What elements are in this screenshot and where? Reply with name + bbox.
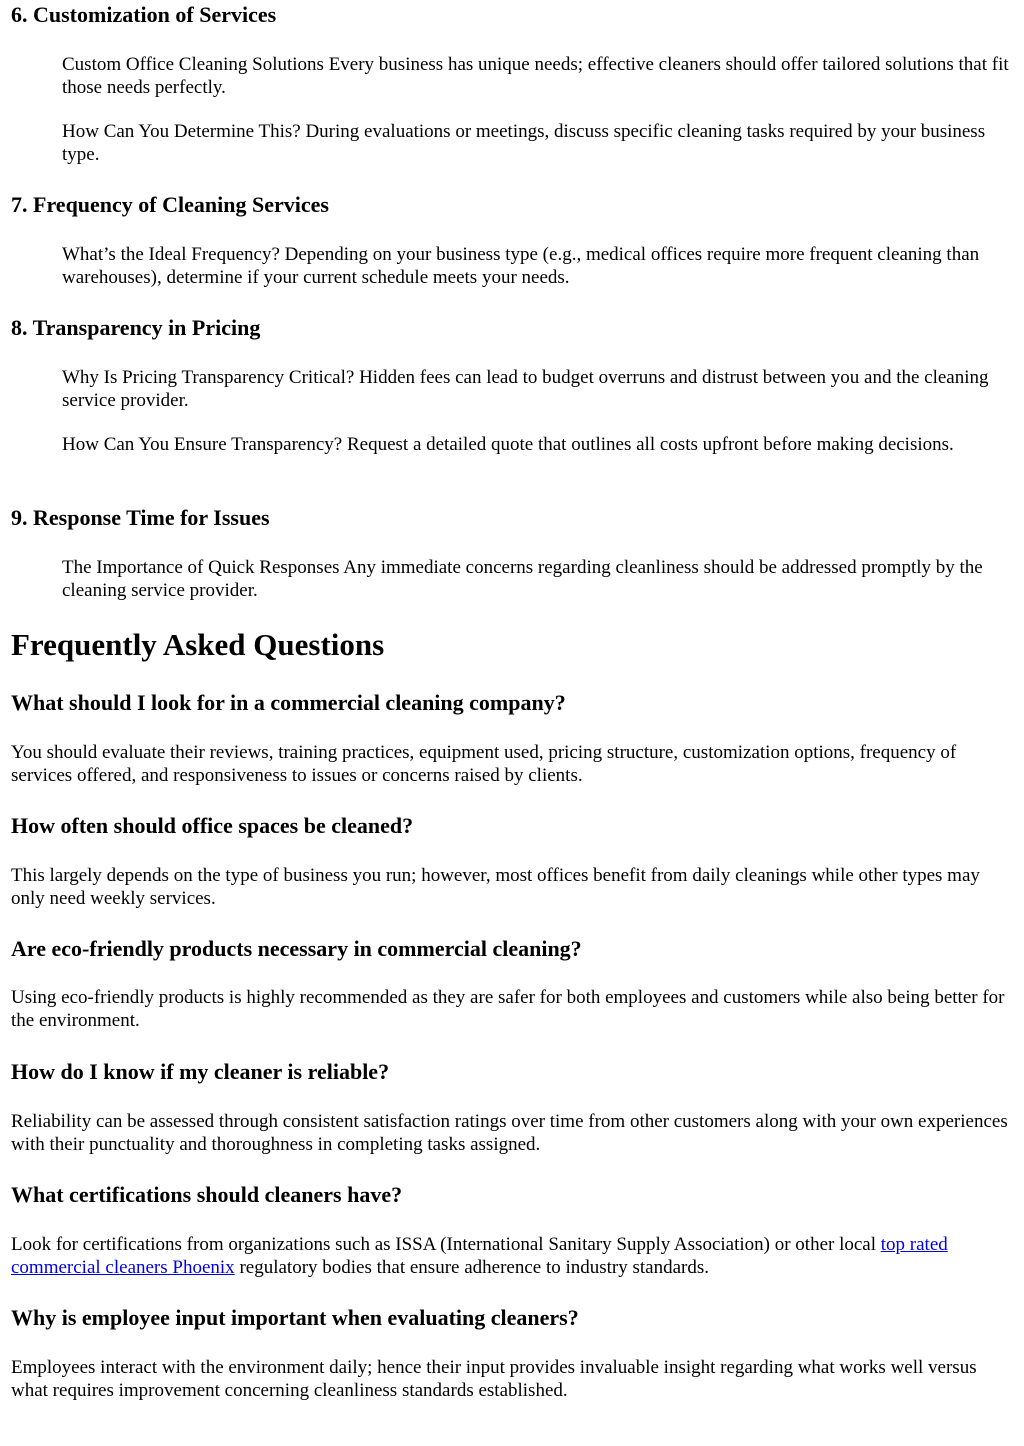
section-paragraph: How Can You Ensure Transparency? Request a detailed quote that outlines all costs upfront before making decisions.: [62, 434, 954, 455]
section-paragraph: What’s the Ideal Frequency? Depending on your business type (e.g., medical offices require more frequent cleaning than warehouses), determine if your current schedule meets your needs.: [62, 244, 980, 288]
faq-question: What certifications should cleaners have?: [11, 1182, 403, 1207]
faq-answer-text: Look for certifications from organizations such as ISSA (International Sanitary Supply Association) or other local: [11, 1234, 881, 1255]
cleaners-phoenix-link[interactable]: top rated commercial cleaners Phoenix: [11, 1234, 948, 1278]
faq-answer-text: regulatory bodies that ensure adherence to industry standards.: [234, 1257, 710, 1278]
section-heading-frequency: 7. Frequency of Cleaning Services: [11, 192, 329, 217]
section-paragraph: The Importance of Quick Responses Any immediate concerns regarding cleanliness should be addressed promptly by the cleaning service provider.: [62, 557, 983, 601]
faq-answer: Reliability can be assessed through consistent satisfaction ratings over time from other customers along with your own experiences with their punctuality and thoroughness in completing tasks assigned.: [11, 1111, 1008, 1155]
faq-answer: [11, 1233, 1013, 1279]
faq-question: What should I look for in a commercial cleaning company?: [11, 690, 566, 715]
faq-question: How do I know if my cleaner is reliable?: [11, 1059, 390, 1084]
section-heading-response-time: 9. Response Time for Issues: [11, 505, 270, 530]
faq-question: Why is employee input important when evaluating cleaners?: [11, 1305, 579, 1330]
faq-answer: You should evaluate their reviews, training practices, equipment used, pricing structure, customization options, frequency of services offered, and responsiveness to issues or concerns raised by clients.: [11, 742, 957, 786]
section-paragraph: Why Is Pricing Transparency Critical? Hidden fees can lead to budget overruns and distrust between you and the cleaning service provider.: [62, 367, 989, 411]
faq-answer: Employees interact with the environment daily; hence their input provides invaluable insight regarding what works well versus what requires improvement concerning cleanliness standards established.: [11, 1357, 977, 1401]
faq-answer: Using eco-friendly products is highly recommended as they are safer for both employees and customers while also being better for the environment.: [11, 987, 1005, 1031]
section-paragraph: How Can You Determine This? During evaluations or meetings, discuss specific cleaning tasks required by your business type.: [62, 121, 986, 165]
faq-question: Are eco-friendly products necessary in commercial cleaning?: [11, 936, 582, 961]
section-paragraph: Custom Office Cleaning Solutions Every business has unique needs; effective cleaners should offer tailored solutions that fit those needs perfectly.: [62, 54, 1009, 98]
faq-answer: This largely depends on the type of business you run; however, most offices benefit from daily cleanings while other types may only need weekly services.: [11, 865, 980, 909]
faq-question: How often should office spaces be cleaned?: [11, 813, 414, 838]
section-heading-transparency: 8. Transparency in Pricing: [11, 315, 261, 340]
section-heading-customization: 6. Customization of Services: [11, 2, 277, 27]
faq-title: Frequently Asked Questions: [11, 627, 385, 662]
